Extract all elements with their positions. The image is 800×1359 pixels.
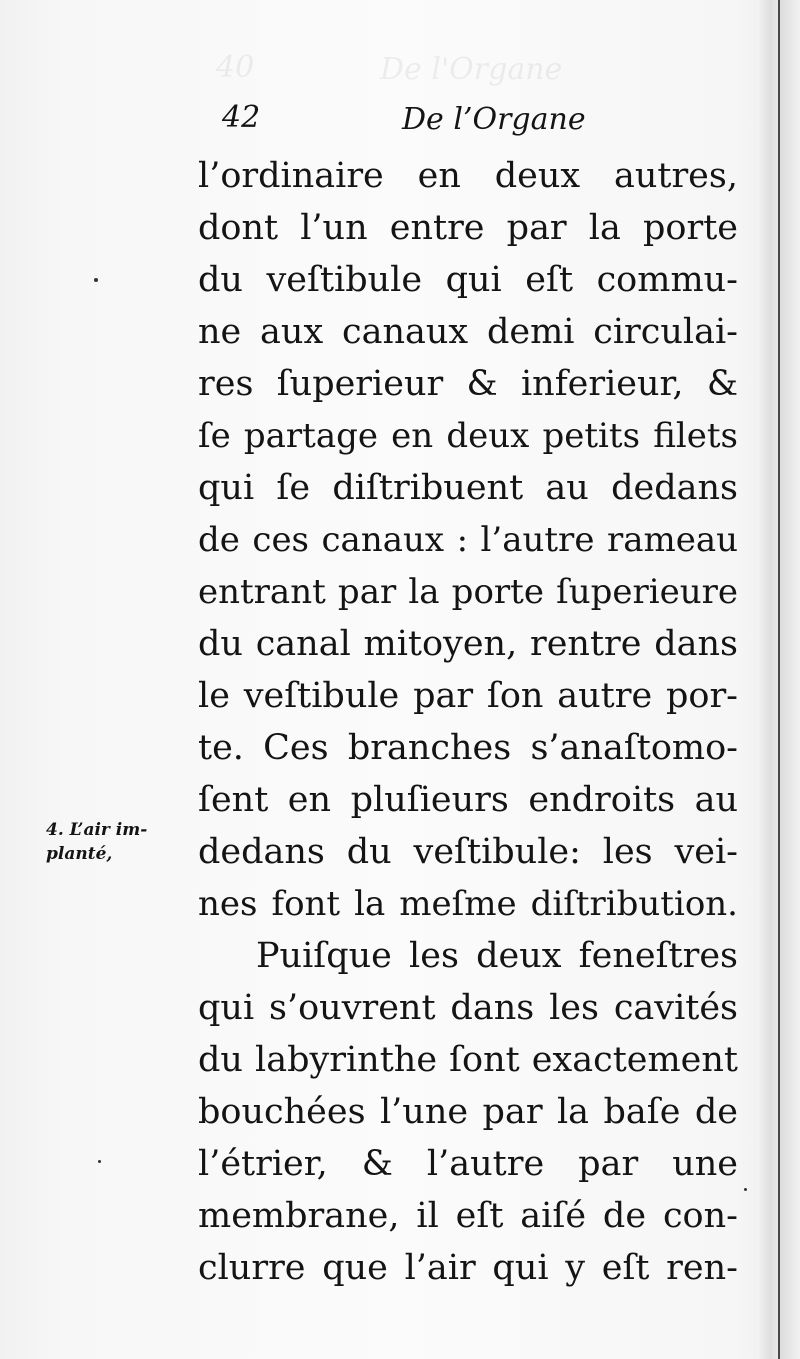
text-line: dont l’un entre par la porte — [198, 208, 738, 248]
bleed-through-text: 40 — [216, 50, 255, 85]
text-line: du canal mitoyen, rentre dans — [198, 624, 738, 664]
text-line: de ces canaux : l’autre rameau — [198, 520, 738, 560]
text-line: qui s’ouvrent dans les cavités — [198, 988, 738, 1028]
body-text — [198, 150, 738, 1294]
text-line: dedans du veſtibule: les vei- — [198, 832, 738, 872]
page-edge-strip — [780, 0, 800, 1359]
text-line: te. Ces branches s’anaſtomo- — [198, 728, 738, 768]
page-gutter-shadow — [758, 0, 778, 1359]
text-line: le veſtibule par ſon autre por- — [198, 676, 738, 716]
ink-speck — [98, 1160, 101, 1163]
text-line: ſe partage en deux petits filets — [198, 416, 738, 456]
running-title: De l’Organe — [402, 102, 586, 137]
text-line: l’ordinaire en deux autres, — [198, 156, 738, 196]
margin-note-line: 4. L’air im- — [46, 820, 148, 840]
text-line: l’étrier, & l’autre par une — [198, 1144, 738, 1184]
text-line: nes font la meſme diſtribution. — [198, 884, 738, 924]
ink-speck — [744, 1188, 747, 1191]
margin-note-line: planté, — [46, 844, 113, 864]
text-line: du veſtibule qui eſt commu- — [198, 260, 738, 300]
text-line: Puiſque les deux feneſtres — [256, 936, 738, 976]
page-number: 42 — [222, 100, 261, 135]
ink-speck — [94, 278, 98, 282]
text-line: ne aux canaux demi circulai- — [198, 312, 738, 352]
bleed-through-text: De l'Organe — [380, 52, 563, 87]
text-line: clurre que l’air qui y eſt ren- — [198, 1248, 738, 1288]
text-line: ſent en pluſieurs endroits au — [198, 780, 738, 820]
text-line: entrant par la porte ſuperieure — [198, 572, 738, 612]
text-line: bouchées l’une par la baſe de — [198, 1092, 738, 1132]
text-line: membrane, il eſt aiſé de con- — [198, 1196, 738, 1236]
text-line: du labyrinthe ſont exactement — [198, 1040, 738, 1080]
text-line: qui ſe diſtribuent au dedans — [198, 468, 738, 508]
margin-note — [46, 818, 196, 866]
page-header — [222, 100, 602, 146]
text-line: res ſuperieur & inferieur, & — [198, 364, 738, 404]
